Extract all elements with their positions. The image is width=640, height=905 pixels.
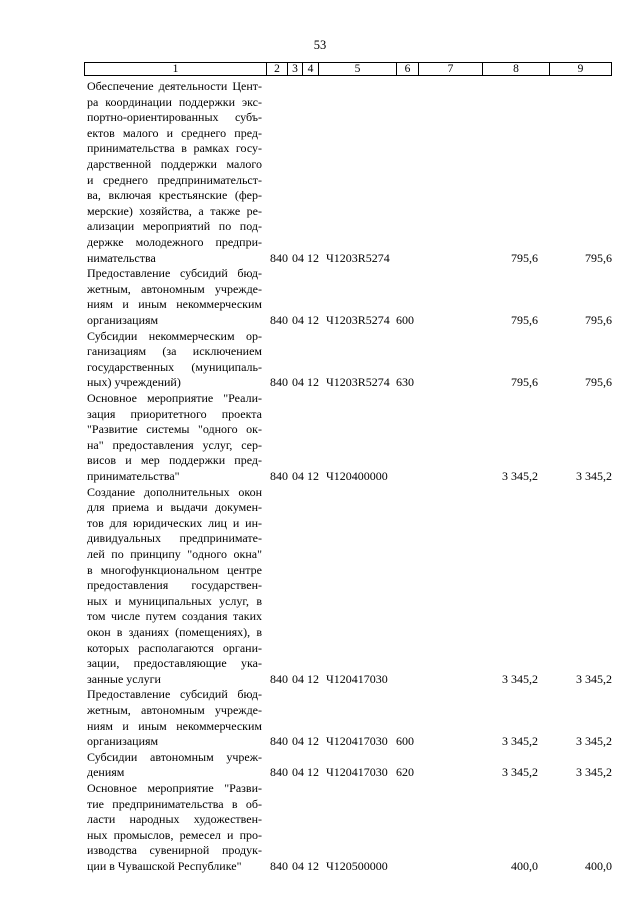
- header-col-4: 4: [302, 62, 319, 76]
- section-code: 04: [292, 469, 304, 483]
- row-name-line: ции в Чувашской Республике": [87, 858, 242, 873]
- page-number: 53: [313, 38, 327, 52]
- row-name-line: дивидуальных предпринимате-: [87, 531, 262, 546]
- section-code: 04: [292, 671, 304, 686]
- table-row: [0, 687, 640, 749]
- row-name-line: "Развитие системы "одного ок-: [87, 422, 262, 437]
- header-col-7: 7: [418, 62, 483, 76]
- row-name-line: ра координации поддержки экс-: [87, 94, 262, 109]
- amount-col-9: 795,6: [585, 312, 612, 327]
- row-name-line: ниям и иным некоммерческим: [87, 718, 262, 733]
- amount-col-9: 3 345,2: [576, 671, 612, 686]
- amount-col-9: 3 345,2: [576, 469, 612, 483]
- row-name-line: лей по принципу "одного окна": [87, 546, 262, 561]
- subsection-code: 12: [307, 671, 319, 686]
- row-name-line: Основное мероприятие "Разви-: [87, 781, 262, 795]
- ministry-code: 840: [270, 765, 288, 780]
- target-article-code: Ч120417030: [326, 734, 388, 749]
- row-name-line: зации, предоставляющие ука-: [87, 656, 262, 671]
- row-name-line: жетным, автономным учрежде-: [87, 281, 262, 296]
- row-name-line: окон в зданиях (помещениях), в: [87, 624, 262, 639]
- amount-col-9: 3 345,2: [576, 734, 612, 749]
- row-name-line: которых располагаются органи-: [87, 640, 262, 655]
- ministry-code: 840: [270, 312, 288, 327]
- target-article-code: Ч120500000: [326, 859, 388, 873]
- row-name-line: ных промыслов, ремесел и про-: [87, 827, 262, 842]
- row-name-line: ганизациям (за исключением: [87, 344, 262, 359]
- amount-col-8: 3 345,2: [502, 469, 538, 483]
- row-name-line: организациям: [87, 312, 159, 327]
- row-name-line: Субсидии автономным учреж-: [87, 749, 262, 764]
- row-name-line: ных и муниципальных услуг, в: [87, 593, 262, 608]
- target-article-code: Ч1203R5274: [326, 375, 390, 390]
- amount-col-8: 400,0: [511, 859, 538, 873]
- row-name-line: зация приоритетного проекта: [87, 406, 262, 421]
- amount-col-9: 795,6: [585, 250, 612, 265]
- section-code: 04: [292, 250, 304, 265]
- row-name-line: Предоставление субсидий бюд-: [87, 687, 262, 702]
- ministry-code: 840: [270, 734, 288, 749]
- subsection-code: 12: [307, 469, 319, 483]
- row-name-line: том числе путем создания таких: [87, 609, 262, 624]
- subsection-code: 12: [307, 312, 319, 327]
- ministry-code: 840: [270, 250, 288, 265]
- header-col-2: 2: [266, 62, 288, 76]
- row-name-line: организациям: [87, 734, 159, 749]
- subsection-code: 12: [307, 765, 319, 780]
- target-article-code: Ч1203R5274: [326, 250, 390, 265]
- expense-type-code: 630: [396, 375, 414, 390]
- row-name-line: Создание дополнительных окон: [87, 484, 262, 499]
- row-name-line: тов для юридических лиц и ин-: [87, 515, 262, 530]
- expense-type-code: 600: [396, 734, 414, 749]
- header-col-3: 3: [287, 62, 303, 76]
- row-name-line: ализации мероприятий по под-: [87, 219, 262, 234]
- target-article-code: Ч1203R5274: [326, 312, 390, 327]
- table-row: [0, 781, 640, 875]
- header-col-5: 5: [318, 62, 397, 76]
- amount-col-9: 3 345,2: [576, 765, 612, 780]
- section-code: 04: [292, 765, 304, 780]
- table-row: [0, 485, 640, 688]
- row-name-line: висов и мер поддержки пред-: [87, 453, 262, 468]
- subsection-code: 12: [307, 734, 319, 749]
- amount-col-8: 795,6: [511, 250, 538, 265]
- target-article-code: Ч120400000: [326, 469, 388, 483]
- amount-col-8: 795,6: [511, 375, 538, 390]
- row-name-line: ектов малого и среднего пред-: [87, 125, 262, 140]
- row-name: [87, 266, 262, 328]
- table-row: [0, 391, 640, 485]
- subsection-code: 12: [307, 375, 319, 390]
- row-name-line: принимательства": [87, 468, 180, 483]
- row-name-line: ных) учреждений): [87, 375, 181, 390]
- target-article-code: Ч120417030: [326, 671, 388, 686]
- row-name: [87, 391, 262, 485]
- amount-col-8: 3 345,2: [502, 734, 538, 749]
- header-col-1: 1: [84, 62, 267, 76]
- row-name: [87, 687, 262, 749]
- section-code: 04: [292, 375, 304, 390]
- expense-type-code: 620: [396, 765, 414, 780]
- amount-col-8: 795,6: [511, 312, 538, 327]
- ministry-code: 840: [270, 671, 288, 686]
- row-name-line: принимательства в рамках госу-: [87, 141, 262, 156]
- section-code: 04: [292, 859, 304, 873]
- table-header: [84, 62, 612, 76]
- row-name-line: портно-ориентированных субъ-: [87, 110, 262, 125]
- row-name-line: занные услуги: [87, 671, 161, 686]
- row-name-line: ласти народных художествен-: [87, 812, 262, 827]
- table-row: [0, 329, 640, 391]
- row-name-line: жетным, автономным учрежде-: [87, 702, 262, 717]
- expense-type-code: 600: [396, 312, 414, 327]
- row-name-line: дарственной поддержки малого: [87, 156, 262, 171]
- amount-col-9: 795,6: [585, 375, 612, 390]
- row-name-line: и среднего предпринимательст-: [87, 172, 262, 187]
- header-col-8: 8: [482, 62, 550, 76]
- row-name-line: держке молодежного предпри-: [87, 234, 262, 249]
- ministry-code: 840: [270, 859, 288, 873]
- table-row: [0, 79, 640, 266]
- row-name-line: тие предпринимательства в об-: [87, 796, 262, 811]
- row-name: [87, 329, 262, 391]
- row-name-line: государственных (муниципаль-: [87, 359, 262, 374]
- subsection-code: 12: [307, 859, 319, 873]
- header-col-9: 9: [549, 62, 612, 76]
- ministry-code: 840: [270, 469, 288, 483]
- amount-col-8: 3 345,2: [502, 671, 538, 686]
- subsection-code: 12: [307, 250, 319, 265]
- row-name-line: Предоставление субсидий бюд-: [87, 266, 262, 281]
- table-row: [0, 750, 640, 781]
- section-code: 04: [292, 734, 304, 749]
- row-name: [87, 781, 262, 875]
- row-name: [87, 750, 262, 781]
- row-name-line: ниям и иным некоммерческим: [87, 297, 262, 312]
- row-name-line: для приема и выдачи докумен-: [87, 500, 262, 515]
- row-name-line: нимательства: [87, 250, 156, 265]
- row-name-line: Основное мероприятие "Реали-: [87, 391, 262, 405]
- section-code: 04: [292, 312, 304, 327]
- row-name-line: мерские) хозяйства, а также ре-: [87, 203, 262, 218]
- row-name: [87, 79, 262, 266]
- row-name-line: Обеспечение деятельности Цент-: [87, 79, 262, 93]
- table-row: [0, 266, 640, 328]
- row-name-line: предоставления государствен-: [87, 578, 262, 593]
- row-name-line: дениям: [87, 765, 125, 780]
- row-name-line: на" предоставления услуг, сер-: [87, 437, 262, 452]
- row-name-line: в многофункциональном центре: [87, 562, 262, 577]
- row-name-line: изводства сувенирной продук-: [87, 843, 262, 858]
- target-article-code: Ч120417030: [326, 765, 388, 780]
- amount-col-9: 400,0: [585, 859, 612, 873]
- row-name-line: Субсидии некоммерческим ор-: [87, 328, 262, 343]
- row-name: [87, 485, 262, 688]
- amount-col-8: 3 345,2: [502, 765, 538, 780]
- ministry-code: 840: [270, 375, 288, 390]
- row-name-line: ва, включая крестьянские (фер-: [87, 188, 262, 203]
- header-col-6: 6: [396, 62, 419, 76]
